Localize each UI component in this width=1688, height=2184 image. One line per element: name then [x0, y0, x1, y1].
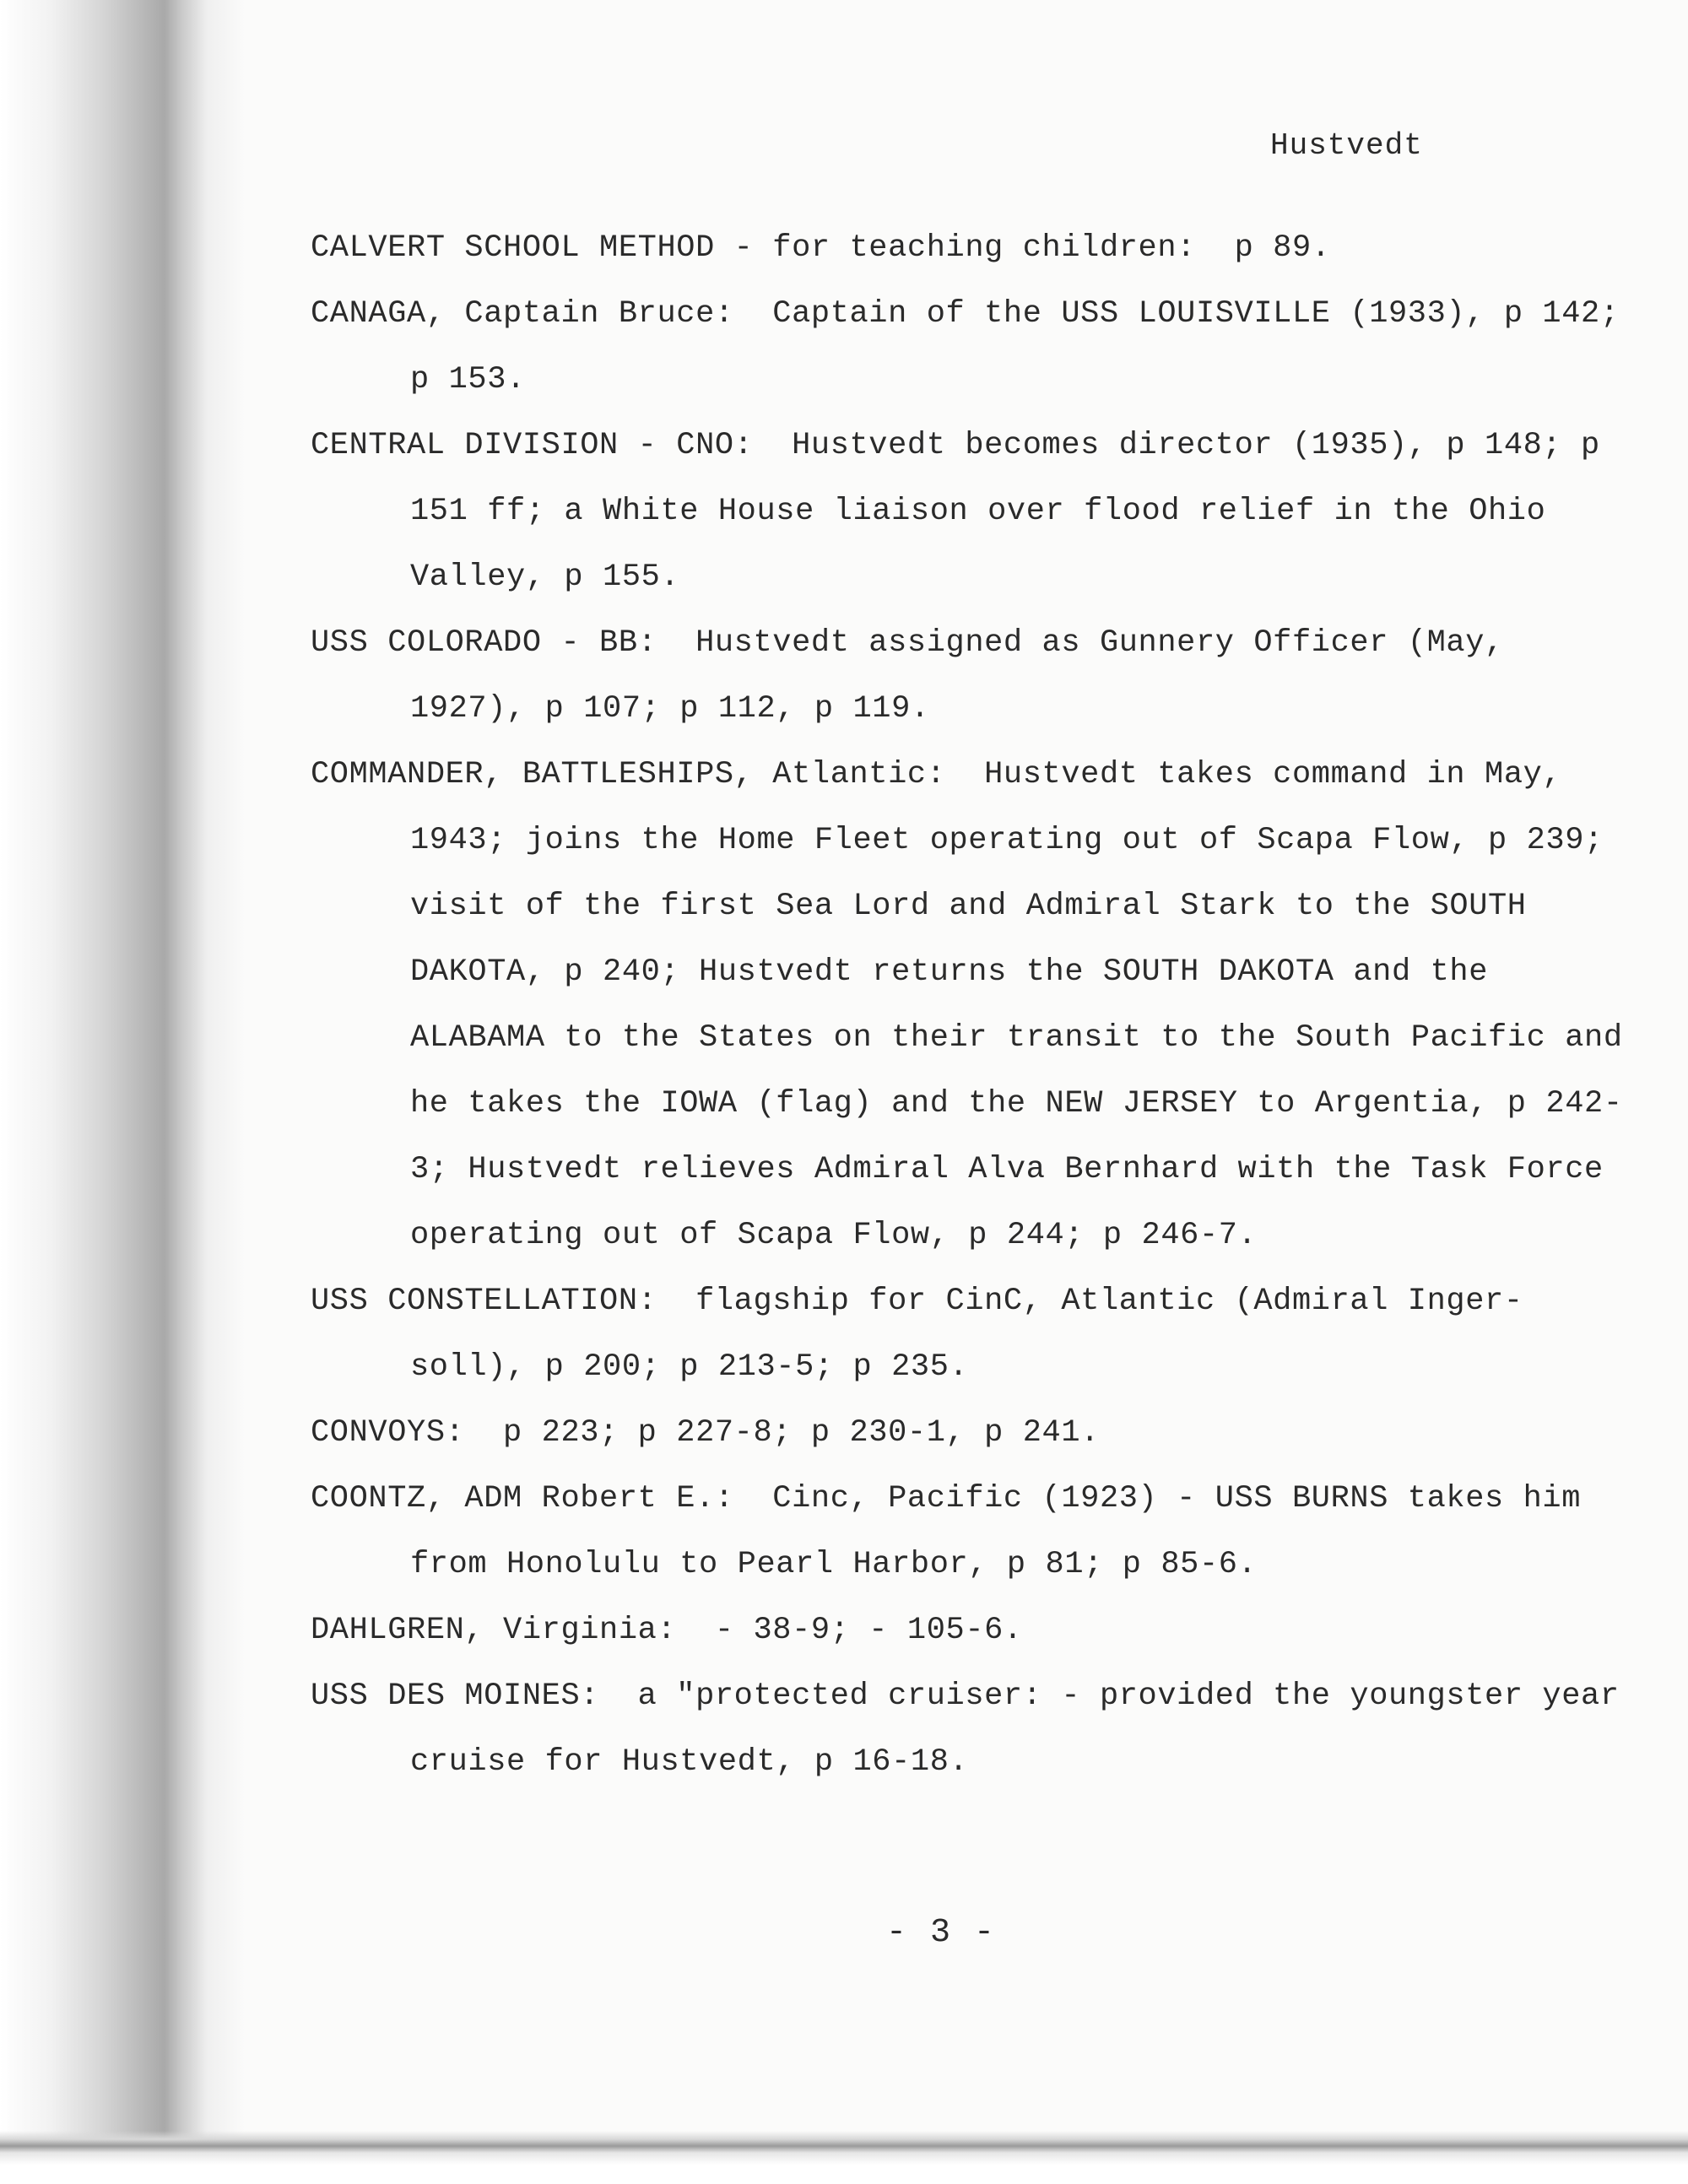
running-header: Hustvedt: [1270, 128, 1423, 163]
index-entries: [311, 215, 1642, 1795]
index-entry-canaga: CANAGA, Captain Bruce: Captain of the USS LOUISVILLE (1933), p 142; p 153.: [311, 296, 1639, 397]
index-entry-convoys: CONVOYS: p 223; p 227-8; p 230-1, p 241.: [311, 1415, 1100, 1451]
index-entry-dahlgren: DAHLGREN, Virginia: - 38-9; - 105-6.: [311, 1613, 1023, 1648]
index-entry-central-division: CENTRAL DIVISION - CNO: Hustvedt becomes director (1935), p 148; p 151 ff; a White House liaison over flood relief in the Ohio Valley, p 155.: [311, 428, 1620, 595]
binding-shadow: [0, 0, 245, 2184]
index-entry-coontz: COONTZ, ADM Robert E.: Cinc, Pacific (1923) - USS BURNS takes him from Honolulu to Pearl Harbor, p 81; p 85-6.: [311, 1481, 1600, 1582]
index-entry-uss-constellation: USS CONSTELLATION: flagship for CinC, Atlantic (Admiral Inger-soll), p 200; p 213-5; p 235.: [311, 1284, 1523, 1385]
page-number: - 3 -: [886, 1914, 997, 1952]
index-entry-uss-colorado: USS COLORADO - BB: Hustvedt assigned as Gunnery Officer (May, 1927), p 107; p 112, p 119.: [311, 625, 1523, 727]
index-entry-commander-battleships: COMMANDER, BATTLESHIPS, Atlantic: Hustvedt takes command in May, 1943; joins the Home Fleet operating out of Scapa Flow, p 239; visit of the first Sea Lord and Admiral Stark to the SOUTH DAKOTA, p 240; Hustvedt returns the SOUTH DAKOTA and the ALABAMA to the States on their transit to the South Pacific and he takes the IOWA (flag) and the NEW JERSEY to Argentia, p 242-3; Hustvedt relieves Admiral Alva Bernhard with the Task Force operating out of Scapa Flow, p 244; p 246-7.: [311, 757, 1642, 1253]
page-bottom-edge: [0, 2131, 1688, 2165]
index-entry-calvert: CALVERT SCHOOL METHOD - for teaching children: p 89.: [311, 230, 1331, 266]
index-entry-uss-des-moines: USS DES MOINES: a "protected cruiser: - provided the youngster year cruise for Hustvedt, p 16-18.: [311, 1679, 1639, 1780]
scan-margin: [0, 2165, 1688, 2184]
